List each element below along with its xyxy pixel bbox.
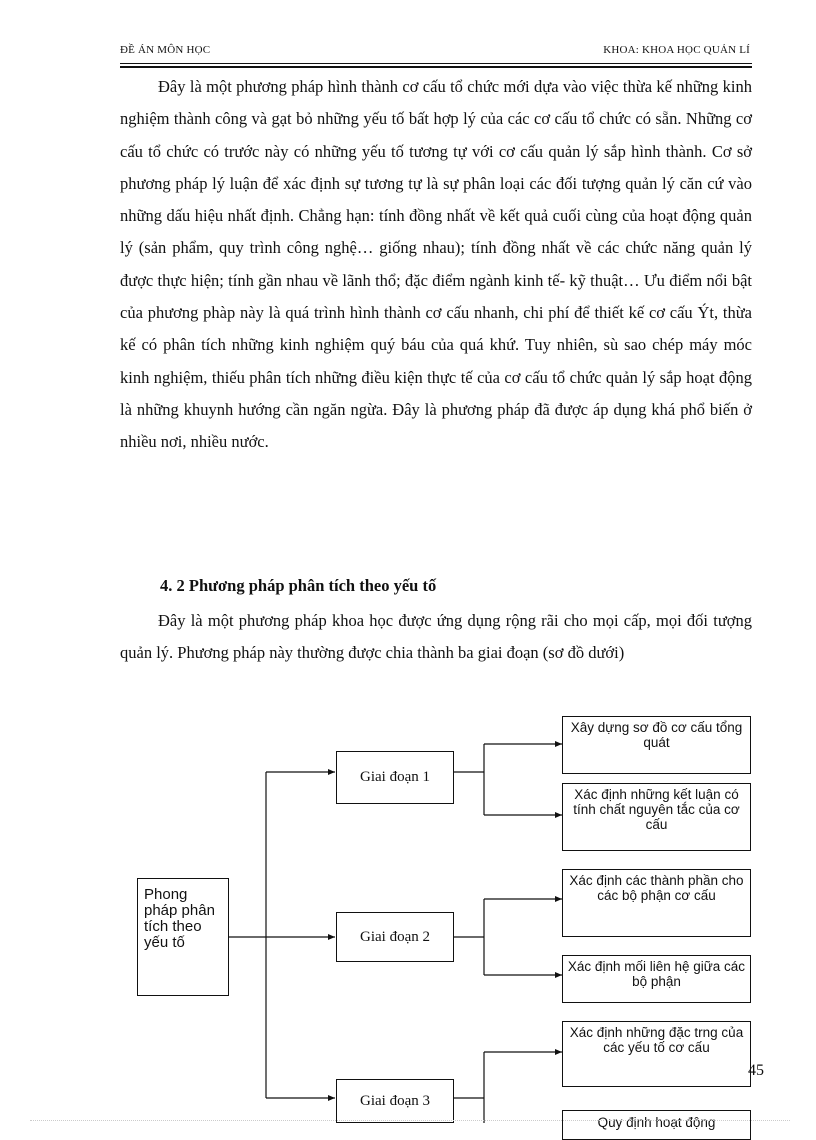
paragraph-similarity-method: Đây là một phương pháp hình thành cơ cấu tổ chức mới dựa vào việc thừa kế những kinh nghiệm thành công và gạt bỏ những yếu tố bất hợp lý của các cơ cấu tổ chức có sẵn. Những cơ cấu tổ chức có trước này có những yếu tố tương tự với cơ cấu quản lý sắp hình thành. Cơ sở phương pháp lý luận để xác định sự tương tự là sự phân loại các đối tượng quản lý căn cứ vào những dấu hiệu nhất định. Chẳng hạn: tính đồng nhất về kết quả cuối cùng của hoạt động quản lý (sản phẩm, quy trình công nghệ… giống nhau); tính đồng nhất về các chức năng quản lý được thực hiện; tính gần nhau về lãnh thổ; đặc điểm ngành kinh tế- kỹ thuật… Ưu điểm nổi bật của phương phàp này là quá trình hình thành cơ cấu nhanh, chi phí để thiết kế cơ cấu Ýt, thừa kế có phân tích những kinh nghiệm quý báu của quá khứ. Tuy nhiên, sù sao chép máy móc kinh nghiệm, thiếu phân tích những điều kiện thực tế của cơ cấu tổ chức quản lý sắp hoạt động là những khuynh hướng cần ngăn ngừa. Đây là phương pháp đã được áp dụng khá phổ biến ở nhiều nơi, nhiều nước.: [120, 77, 752, 452]
stage-box-3: Giai đoạn 3: [336, 1079, 454, 1123]
stage-box-1: Giai đoạn 1: [336, 751, 454, 804]
output-box-components: Xác định các thành phần cho các bộ phận cơ cấu: [562, 869, 751, 937]
paragraph-factor-method: Đây là một phương pháp khoa học được ứng dụng rộng rãi cho mọi cấp, mọi đối tượng quản lý. Phương pháp này thường được chia thành ba giai đoạn (sơ đồ dưới): [120, 611, 752, 663]
header-faculty: KHOA: KHOA HỌC QUẢN LÍ: [603, 44, 750, 56]
section-heading: 4. 2 Phương pháp phân tích theo yếu tố: [160, 576, 437, 595]
page-number: 45: [748, 1062, 764, 1079]
stage-box-2: Giai đoạn 2: [336, 912, 454, 962]
method-box: Phong pháp phân tích theo yếu tố: [137, 878, 229, 996]
page-bottom-border: [30, 1120, 790, 1121]
output-box-activity: Quy định hoạt động: [562, 1110, 751, 1140]
output-box-characteristics: Xác định những đặc trng của các yếu tố cơ cấu: [562, 1021, 751, 1087]
output-box-principles: Xác định những kết luận có tính chất nguyên tắc của cơ cấu: [562, 783, 751, 851]
output-box-overall-structure: Xây dựng sơ đồ cơ cấu tổng quát: [562, 716, 751, 774]
output-box-relations: Xác định mối liên hệ giữa các bộ phận: [562, 955, 751, 1003]
header-course-title: ĐỀ ÁN MÔN HỌC: [120, 44, 211, 56]
